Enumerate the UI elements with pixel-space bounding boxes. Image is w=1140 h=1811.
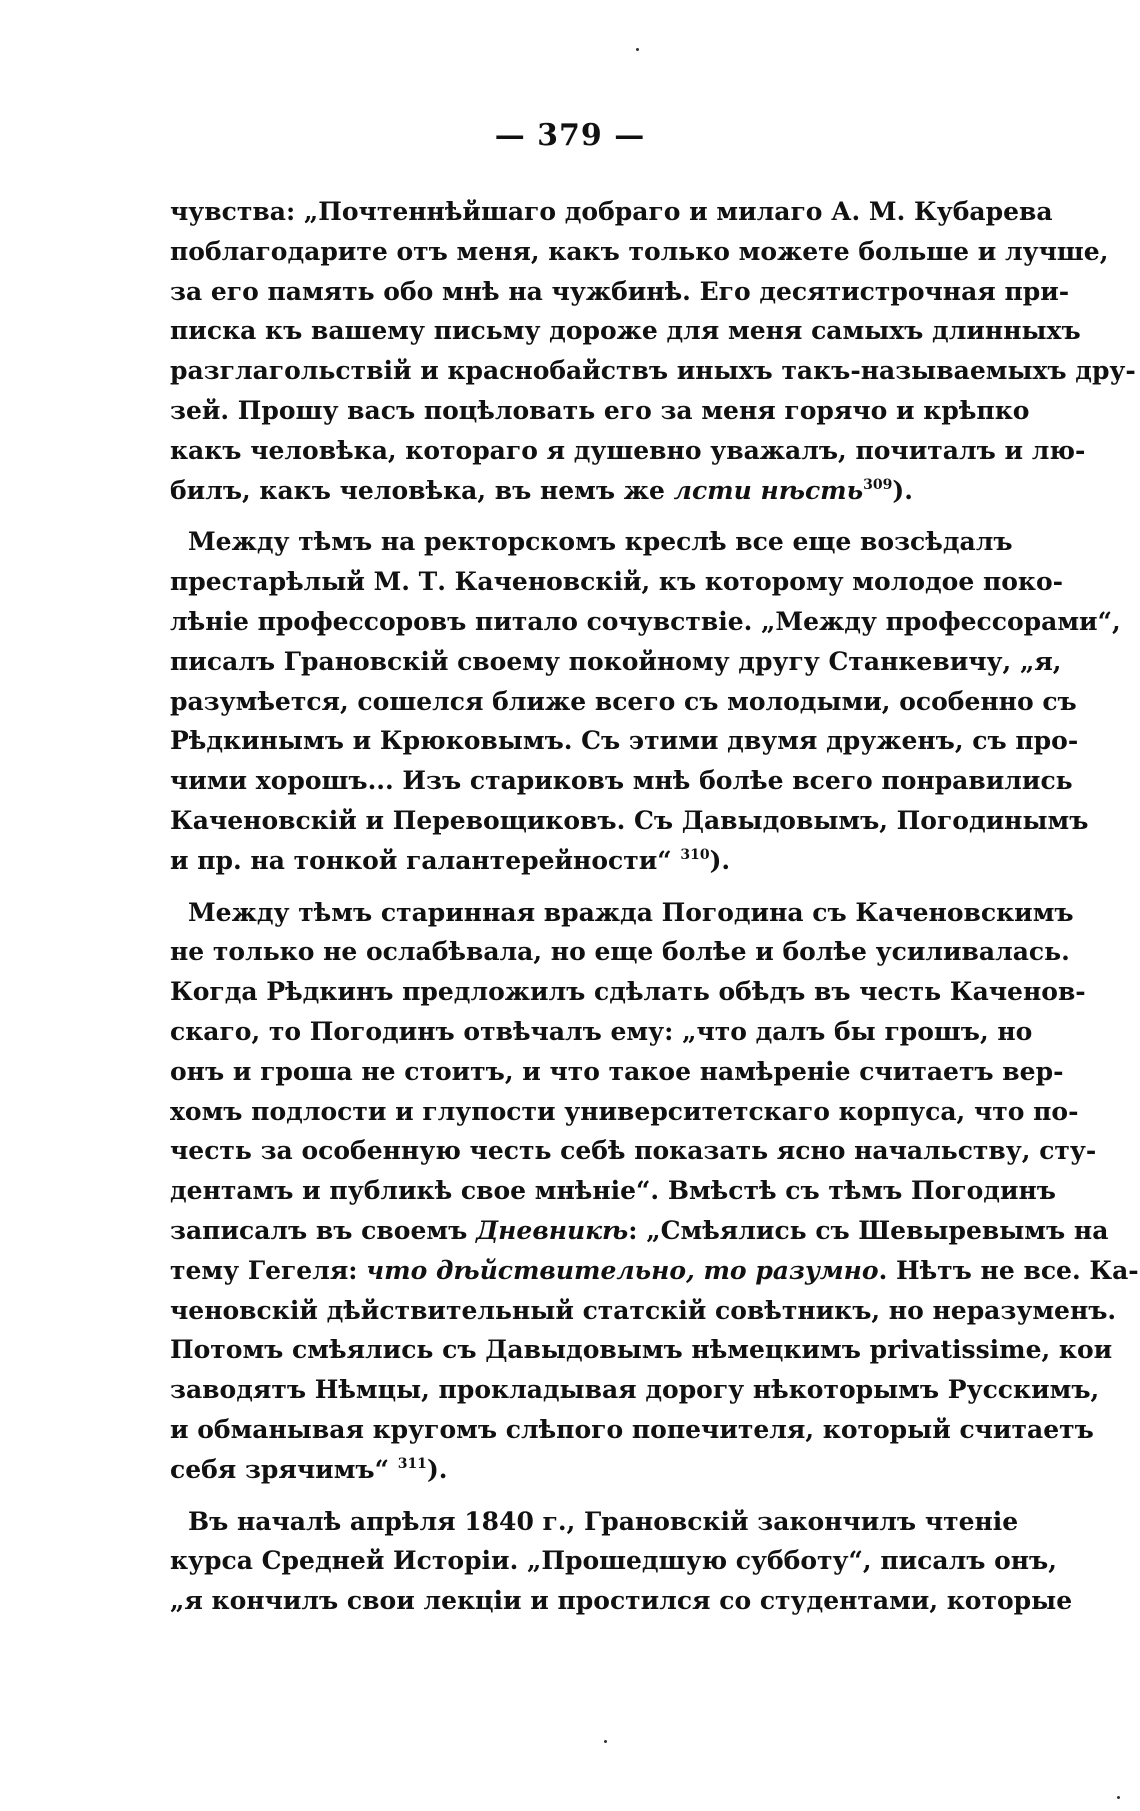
text-line: не только не ослабѣвала, но еще болѣе и болѣе усиливалась. bbox=[170, 937, 1070, 967]
text-line: писка къ вашему письму дороже для меня самыхъ длинныхъ bbox=[170, 316, 1081, 346]
text-run: ). bbox=[426, 1454, 448, 1484]
text-line: Потомъ смѣялись съ Давыдовымъ нѣмецкимъ privatissime, кои bbox=[170, 1335, 1113, 1365]
paragraph-3 bbox=[170, 893, 1139, 1490]
text-run: записалъ въ своемъ bbox=[170, 1215, 476, 1245]
paragraph-1 bbox=[170, 192, 1136, 510]
scan-speck bbox=[604, 1740, 607, 1743]
text-line: и обманывая кругомъ слѣпого попечителя, который считаетъ bbox=[170, 1414, 1094, 1444]
text-line: писалъ Грановскій своему покойному другу Станкевичу, „я, bbox=[170, 646, 1062, 676]
text-line: „я кончилъ свои лекціи и простился со студентами, которые bbox=[170, 1586, 1073, 1616]
text-run: ). bbox=[892, 475, 913, 505]
text-line bbox=[170, 841, 978, 881]
text-run: тему Гегеля: bbox=[170, 1255, 367, 1285]
text-line: Въ началѣ апрѣля 1840 г., Грановскій закончилъ чтеніе bbox=[188, 1506, 1019, 1536]
text-run: . Нѣтъ не все. Ка- bbox=[878, 1255, 1139, 1285]
text-line bbox=[170, 1450, 978, 1490]
italic-quote: лсти нѣсть bbox=[673, 475, 864, 505]
text-line: чими хорошъ... Изъ стариковъ мнѣ болѣе всего понравились bbox=[170, 766, 1073, 796]
text-run: и пр. на тонкой галантерейности“ bbox=[170, 845, 681, 875]
paragraph-4 bbox=[170, 1502, 1073, 1621]
text-line: за его память обо мнѣ на чужбинѣ. Его десятистрочная при- bbox=[170, 276, 1070, 306]
text-run: себя зрячимъ“ bbox=[170, 1454, 398, 1484]
text-line: поблагодарите отъ меня, какъ только можете больше и лучше, bbox=[170, 236, 1109, 266]
scan-speck bbox=[1117, 1796, 1120, 1799]
text-line: Когда Рѣдкинъ предложилъ сдѣлать обѣдъ въ честь Каченов- bbox=[170, 977, 1086, 1007]
text-line: престарѣлый М. Т. Каченовскій, къ которому молодое поко- bbox=[170, 567, 1064, 597]
text-line: курса Средней Исторіи. „Прошедшую субботу“, писалъ онъ, bbox=[170, 1546, 1057, 1576]
text-line: чувства: „Почтеннѣйшаго добраго и милаго А. М. Кубарева bbox=[170, 197, 1053, 226]
text-line: Каченовскій и Перевощиковъ. Съ Давыдовымъ, Погодинымъ bbox=[170, 805, 1089, 835]
footnote-ref: 311 bbox=[397, 1455, 427, 1472]
text-line: какъ человѣка, котораго я душевно уважалъ, почиталъ и лю- bbox=[170, 435, 1086, 465]
page-number: — 379 — bbox=[494, 118, 646, 153]
paragraph-2 bbox=[170, 522, 1121, 880]
text-line: честь за особенную честь себѣ показать ясно начальству, сту- bbox=[170, 1136, 1097, 1166]
italic-quote: что дѣйствительно, то разумно bbox=[366, 1255, 879, 1285]
text-run: билъ, какъ человѣка, въ немъ же bbox=[170, 475, 674, 505]
text-line: Рѣдкинымъ и Крюковымъ. Съ этими двумя друженъ, съ про- bbox=[170, 726, 1079, 756]
text-line: дентамъ и публикѣ свое мнѣніе“. Вмѣстѣ съ тѣмъ Погодинъ bbox=[170, 1176, 1056, 1206]
text-line: лѣніе профессоровъ питало сочувствіе. „Между профессорами“, bbox=[170, 606, 1121, 636]
text-line: онъ и гроша не стоитъ, и что такое намѣреніе считаетъ вер- bbox=[170, 1056, 1064, 1086]
text-line: Между тѣмъ на ректорскомъ креслѣ все еще возсѣдалъ bbox=[188, 527, 1013, 557]
body-text bbox=[170, 192, 1139, 1621]
text-line bbox=[170, 471, 978, 511]
text-line: разглагольствій и краснобайствъ иныхъ такъ-называемыхъ дру- bbox=[170, 356, 1136, 386]
text-line bbox=[170, 1251, 1139, 1291]
text-line: ченовскій дѣйствительный статскій совѣтникъ, но неразуменъ. bbox=[170, 1295, 1117, 1325]
text-line: хомъ подлости и глупости университетскаго корпуса, что по- bbox=[170, 1096, 1079, 1126]
text-line bbox=[170, 1211, 1109, 1251]
text-line: скаго, то Погодинъ отвѣчалъ ему: „что далъ бы грошъ, но bbox=[170, 1016, 1033, 1046]
footnote-ref: 309 bbox=[863, 476, 893, 493]
footnote-ref: 310 bbox=[680, 846, 710, 863]
text-line: заводятъ Нѣмцы, прокладывая дорогу нѣкоторымъ Русскимъ, bbox=[170, 1375, 1100, 1405]
scan-speck bbox=[636, 48, 639, 51]
text-run: ). bbox=[709, 845, 731, 875]
text-line: разумѣется, сошелся ближе всего съ молодыми, особенно съ bbox=[170, 686, 1077, 716]
text-line: Между тѣмъ старинная вражда Погодина съ Каченовскимъ bbox=[188, 897, 1074, 927]
text-line: зей. Прошу васъ поцѣловать его за меня горячо и крѣпко bbox=[170, 395, 1030, 425]
text-run: : „Смѣялись съ Шевыревымъ на bbox=[628, 1215, 1109, 1245]
italic-title: Дневникѣ bbox=[475, 1215, 629, 1245]
